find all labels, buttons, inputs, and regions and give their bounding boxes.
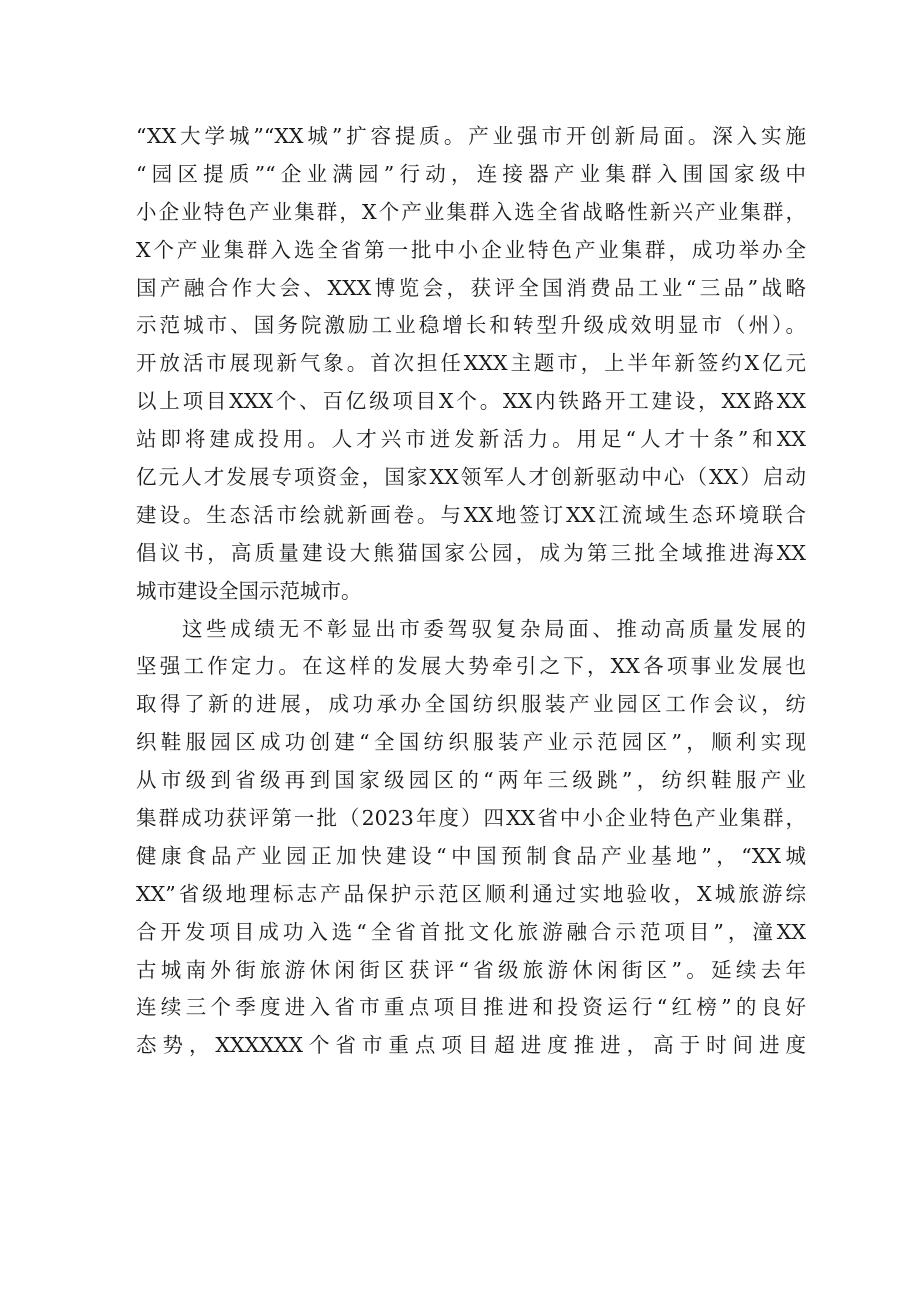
text-line: 集群成功获评第一批（2023年度）四XX省中小企业特色产业集群， xyxy=(136,806,806,831)
text-line: 古城南外街旅游休闲街区获评“省级旅游休闲街区”。延续去年 xyxy=(136,957,806,982)
text-line: 健康食品产业园正加快建设“中国预制食品产业基地”，“XX城 xyxy=(136,843,806,868)
document-body xyxy=(136,118,806,1065)
text-line: 连续三个季度进入省市重点项目推进和投资运行“红榜”的良好 xyxy=(136,995,806,1020)
text-line: 开放活市展现新气象。首次担任XXX主题市，上半年新签约X亿元 xyxy=(136,351,806,376)
text-line: 态势，XXXXXX个省市重点项目超进度推进，高于时间进度 xyxy=(136,1033,806,1058)
text-line: 示范城市、国务院激励工业稳增长和转型升级成效明显市（州）。 xyxy=(136,313,806,338)
text-line: “XX大学城”“XX城”扩容提质。产业强市开创新局面。深入实施 xyxy=(136,124,806,148)
text-line: 亿元人才发展专项资金，国家XX领军人才创新驱动中心（XX）启动 xyxy=(136,465,806,490)
text-line: 倡议书，高质量建设大熊猫国家公园，成为第三批全域推进海XX xyxy=(136,540,806,565)
text-line: 织鞋服园区成功创建“全国纺织服装产业示范园区”，顺利实现 xyxy=(136,730,806,755)
text-line: XX”省级地理标志产品保护示范区顺利通过实地验收，X城旅游综 xyxy=(136,881,806,906)
text-line: 建设。生态活市绘就新画卷。与XX地签订XX江流域生态环境联合 xyxy=(136,502,806,527)
text-line: 合开发项目成功入选“全省首批文化旅游融合示范项目”，潼XX xyxy=(136,919,806,944)
paragraph-last-line: 城市建设全国示范城市。 xyxy=(136,578,362,603)
text-line: 坚强工作定力。在这样的发展大势牵引之下，XX各项事业发展也 xyxy=(136,654,806,679)
text-line: 以上项目XXX个、百亿级项目X个。XX内铁路开工建设，XX路XX xyxy=(136,389,806,414)
text-line: 站即将建成投用。人才兴市迸发新活力。用足“人才十条”和XX xyxy=(136,427,806,452)
text-line: 取得了新的进展，成功承办全国纺织服装产业园区工作会议，纺 xyxy=(136,692,806,717)
text-line: X个产业集群入选全省第一批中小企业特色产业集群，成功举办全 xyxy=(136,237,806,262)
text-line: 国产融合作大会、XXX博览会，获评全国消费品工业“三品”战略 xyxy=(136,275,806,300)
paragraph-first-line: 这些成绩无不彰显出市委驾驭复杂局面、推动高质量发展的 xyxy=(182,616,806,641)
text-line: 小企业特色产业集群，X个产业集群入选全省战略性新兴产业集群， xyxy=(136,199,806,224)
text-line: “园区提质”“企业满园”行动，连接器产业集群入围国家级中 xyxy=(136,161,806,186)
text-line: 从市级到省级再到国家级园区的“两年三级跳”，纺织鞋服产业 xyxy=(136,768,806,793)
